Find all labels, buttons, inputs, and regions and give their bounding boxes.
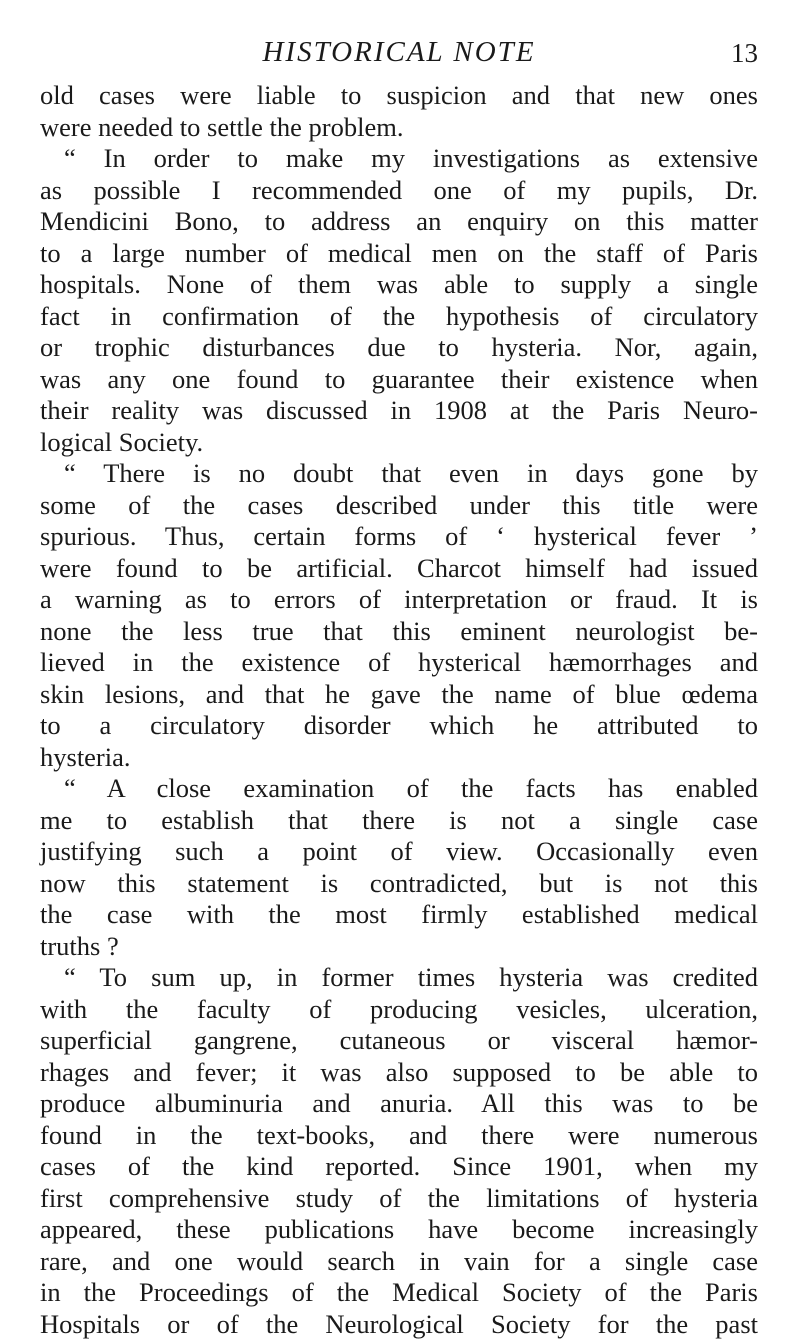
text-line: in the Proceedings of the Medical Society of the Paris <box>40 1277 758 1309</box>
text-line: none the less true that this eminent neurologist be- <box>40 616 758 648</box>
text-line: or trophic disturbances due to hysteria. Nor, again, <box>40 332 758 364</box>
text-line: their reality was discussed in 1908 at the Paris Neuro- <box>40 395 758 427</box>
text-line: old cases were liable to suspicion and that new ones <box>40 80 758 112</box>
page-number: 13 <box>731 38 758 69</box>
text-line: logical Society. <box>40 427 758 459</box>
text-line: superficial gangrene, cutaneous or visceral hæmor- <box>40 1025 758 1057</box>
text-line: to a circulatory disorder which he attributed to <box>40 710 758 742</box>
text-line: rhages and fever; it was also supposed to be able to <box>40 1057 758 1089</box>
text-line: skin lesions, and that he gave the name of blue œdema <box>40 679 758 711</box>
text-line: to a large number of medical men on the staff of Paris <box>40 238 758 270</box>
text-line: cases of the kind reported. Since 1901, when my <box>40 1151 758 1183</box>
text-line: were needed to settle the problem. <box>40 112 758 144</box>
text-line: appeared, these publications have become increasingly <box>40 1214 758 1246</box>
text-line: produce albuminuria and anuria. All this was to be <box>40 1088 758 1120</box>
text-line: lieved in the existence of hysterical hæmorrhages and <box>40 647 758 679</box>
text-line: the case with the most firmly established medical <box>40 899 758 931</box>
text-line: with the faculty of producing vesicles, ulceration, <box>40 994 758 1026</box>
running-title: HISTORICAL NOTE <box>40 36 758 69</box>
text-line: fact in confirmation of the hypothesis of circulatory <box>40 301 758 333</box>
text-line: a warning as to errors of interpretation or fraud. It is <box>40 584 758 616</box>
text-line: as possible I recommended one of my pupils, Dr. <box>40 175 758 207</box>
text-line: now this statement is contradicted, but is not this <box>40 868 758 900</box>
text-line: found in the text-books, and there were numerous <box>40 1120 758 1152</box>
text-line: “ To sum up, in former times hysteria was credited <box>40 962 758 994</box>
text-line: justifying such a point of view. Occasionally even <box>40 836 758 868</box>
text-line: spurious. Thus, certain forms of ‘ hysterical fever ’ <box>40 521 758 553</box>
body-text <box>40 80 758 1340</box>
text-line: hospitals. None of them was able to supply a single <box>40 269 758 301</box>
text-line: “ A close examination of the facts has enabled <box>40 773 758 805</box>
running-head <box>40 34 758 74</box>
text-line: “ In order to make my investigations as extensive <box>40 143 758 175</box>
text-line: hysteria. <box>40 742 758 774</box>
text-line: some of the cases described under this title were <box>40 490 758 522</box>
text-line: rare, and one would search in vain for a single case <box>40 1246 758 1278</box>
text-line: were found to be artificial. Charcot himself had issued <box>40 553 758 585</box>
text-line: Mendicini Bono, to address an enquiry on this matter <box>40 206 758 238</box>
text-line: truths ? <box>40 931 758 963</box>
text-line: me to establish that there is not a single case <box>40 805 758 837</box>
text-line: was any one found to guarantee their existence when <box>40 364 758 396</box>
text-line: “ There is no doubt that even in days gone by <box>40 458 758 490</box>
text-line: Hospitals or of the Neurological Society for the past <box>40 1309 758 1340</box>
text-line: first comprehensive study of the limitations of hysteria <box>40 1183 758 1215</box>
